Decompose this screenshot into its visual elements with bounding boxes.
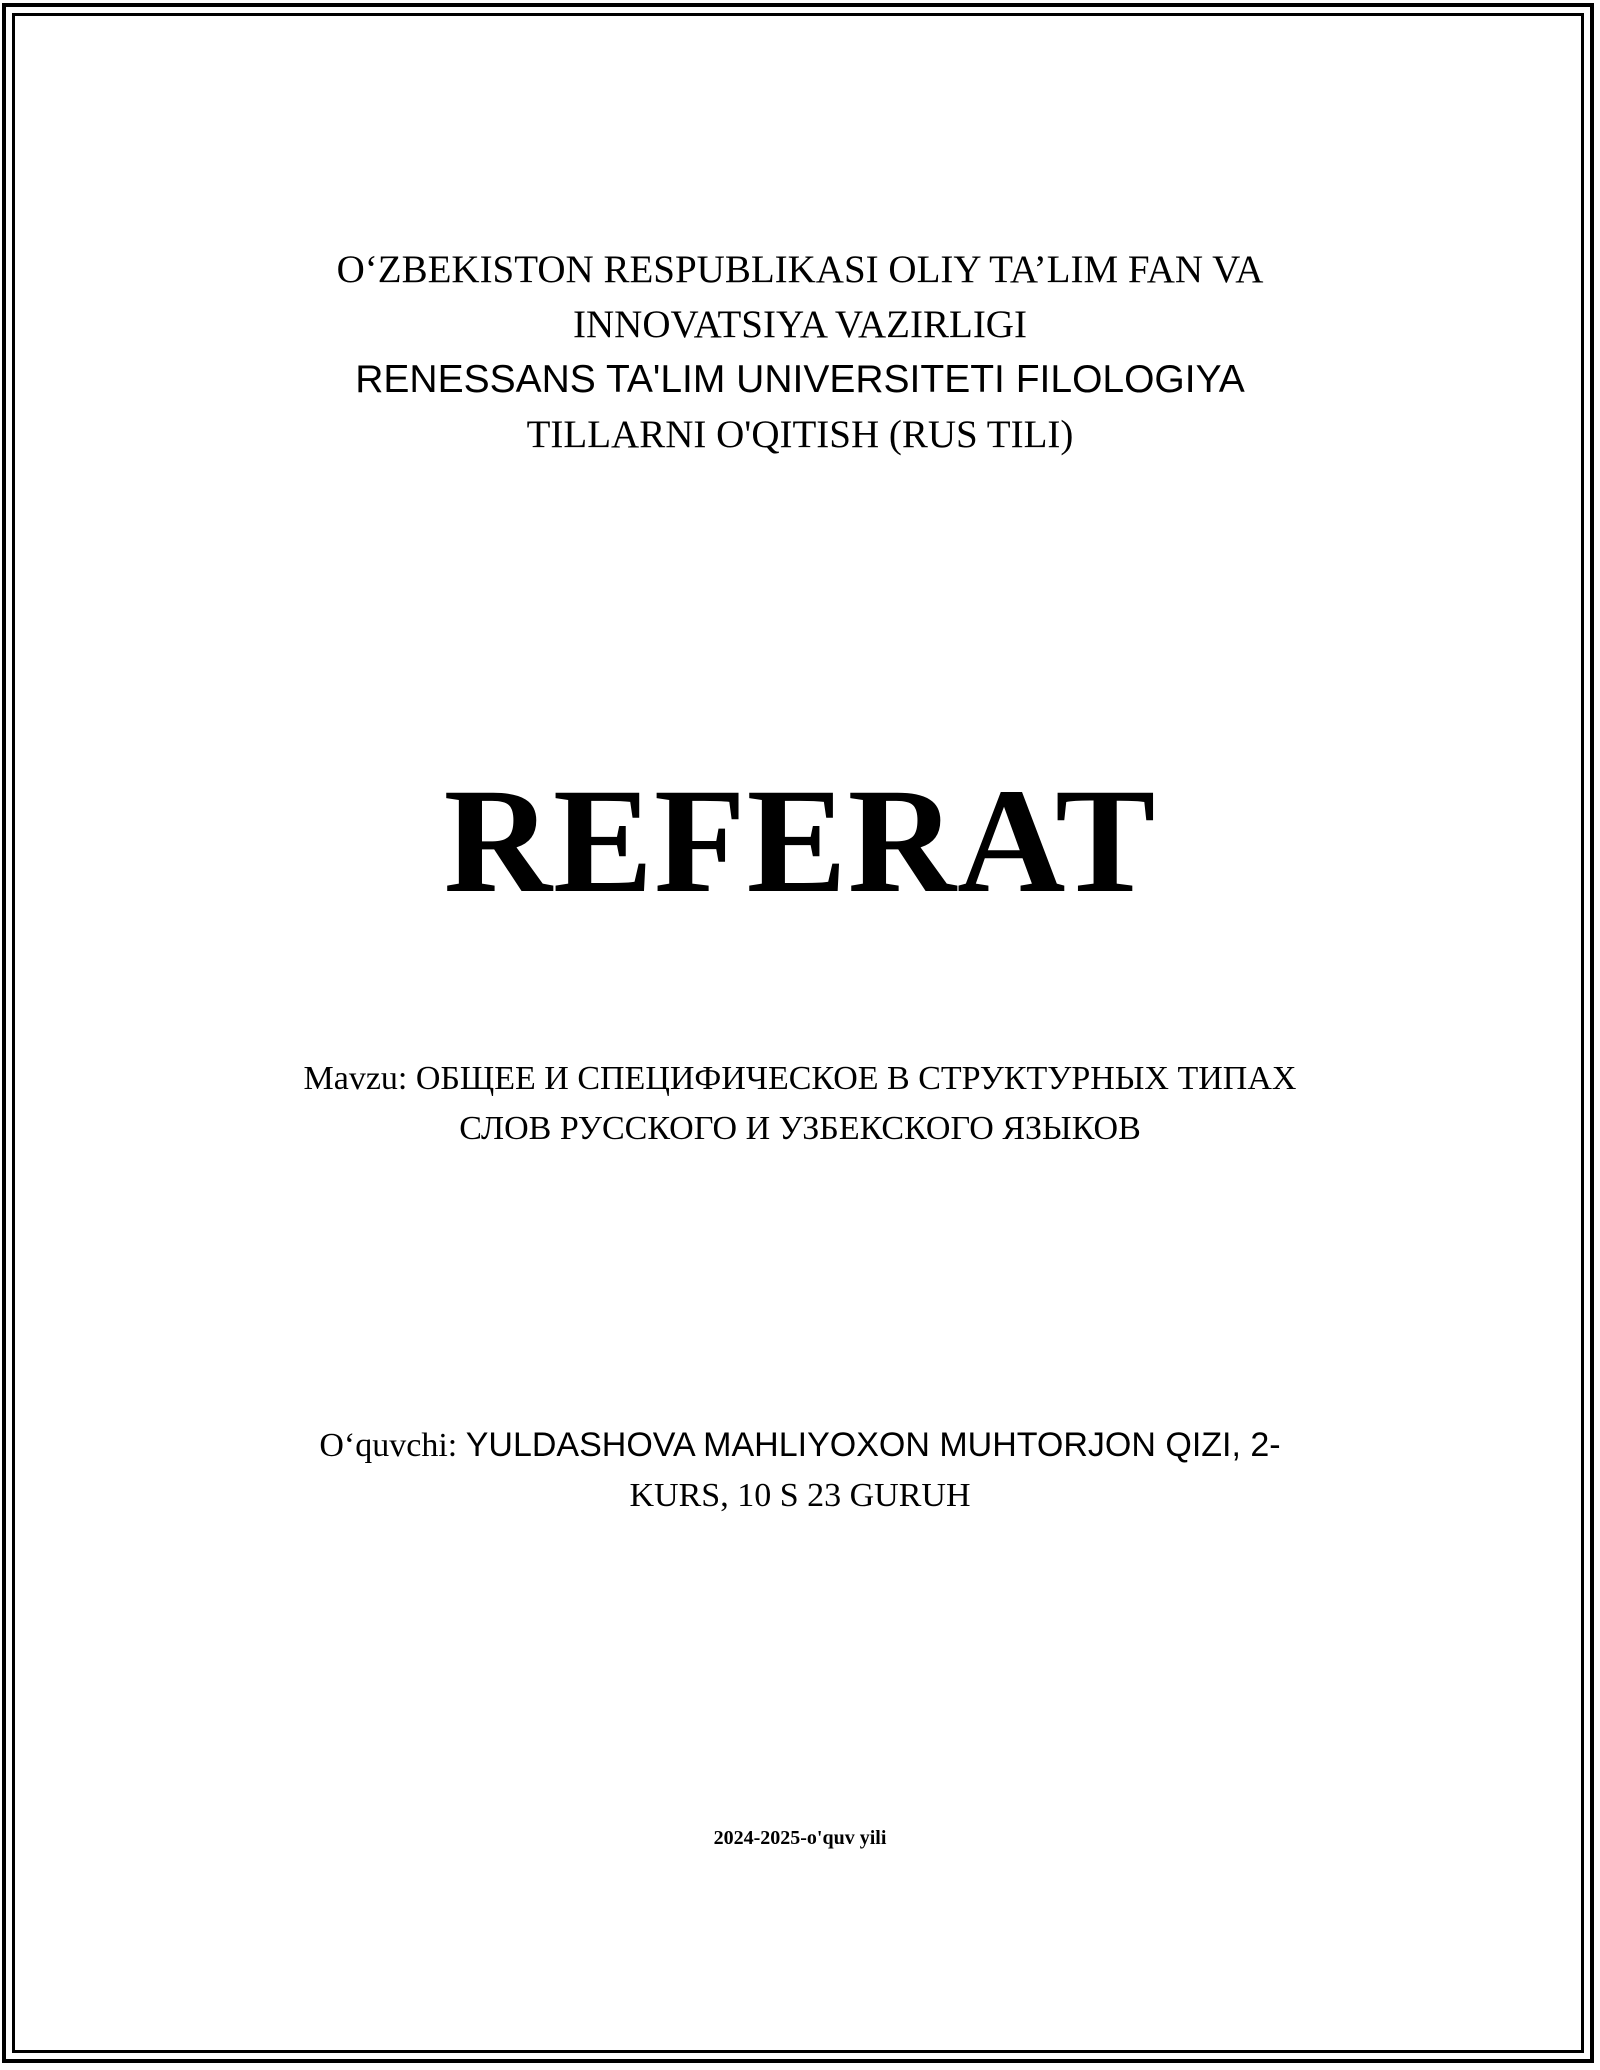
document-title: REFERAT: [443, 758, 1157, 924]
header-line-2: INNOVATSIYA VAZIRLIGI: [573, 303, 1027, 346]
topic-block: [0, 1054, 1600, 1154]
topic-line-1: ОБЩЕЕ И СПЕЦИФИЧЕСКОЕ В СТРУКТУРНЫХ ТИПАХ: [415, 1060, 1297, 1097]
header-line-4: TILLARNI O'QITISH (RUS TILI): [526, 413, 1074, 456]
student-line-1: YULDASHOVA MAHLIYOXON MUHTORJON QIZI, 2-: [465, 1426, 1281, 1464]
academic-year: 2024-2025-o'quv yili: [713, 1827, 887, 1849]
ministry-header: [0, 242, 1600, 462]
header-line-1: O‘ZBEKISTON RESPUBLIKASI OLIY TA’LIM FAN VA: [336, 248, 1264, 291]
topic-line-2: СЛОВ РУССКОГО И УЗБЕКСКОГО ЯЗЫКОВ: [459, 1110, 1141, 1147]
header-line-3: RENESSANS TA'LIM UNIVERSITETI FILOLOGIYA: [355, 358, 1245, 401]
student-label: O‘quvchi:: [319, 1427, 458, 1464]
student-line-2: KURS, 10 S 23 GURUH: [629, 1477, 971, 1514]
student-block: [0, 1420, 1600, 1521]
topic-label: Mavzu:: [303, 1060, 408, 1097]
